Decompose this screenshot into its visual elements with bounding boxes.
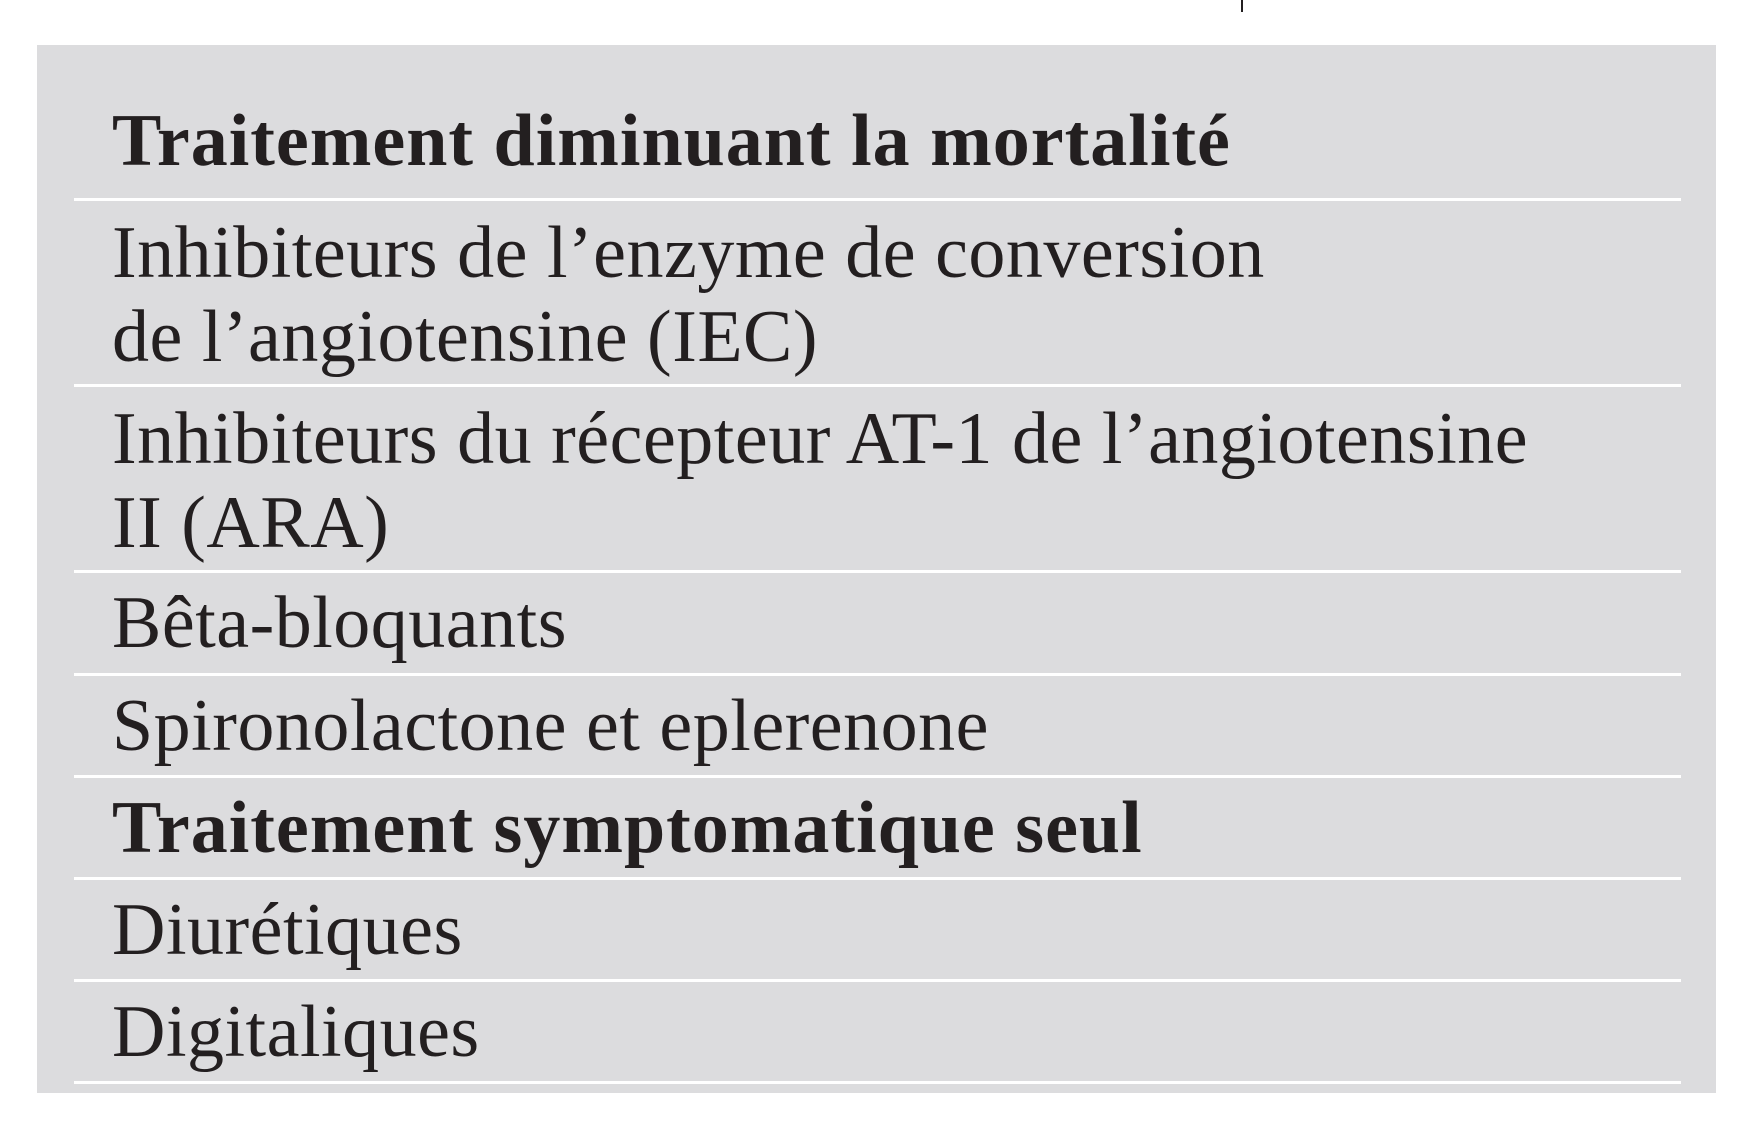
table-row-spironolactone <box>74 676 1681 778</box>
treatment-table <box>74 65 1681 1084</box>
section-heading-mortality-text: Traitement diminuant la mortalité <box>112 100 1231 182</box>
treatment-table-panel <box>37 45 1716 1093</box>
row-spironolactone-text: Spironolactone et eplerenone <box>112 685 989 767</box>
row-iec-line1: Inhibiteurs de l’enzyme de conversion <box>112 212 1265 294</box>
section-heading-symptomatic-text: Traitement symptomatique seul <box>112 787 1143 869</box>
row-diuretiques-text: Diurétiques <box>112 889 463 971</box>
row-digitaliques-text: Digitaliques <box>112 991 480 1073</box>
row-ara-line2: II (ARA) <box>112 482 390 564</box>
table-row-beta-bloquants <box>74 573 1681 676</box>
table-row-iec <box>74 201 1681 387</box>
row-ara-line1: Inhibiteurs du récepteur AT-1 de l’angiotensine <box>112 398 1529 480</box>
table-row-ara <box>74 387 1681 573</box>
row-iec-line2: de l’angiotensine (IEC) <box>112 296 819 378</box>
table-row-diuretiques <box>74 880 1681 982</box>
crop-mark <box>1241 0 1243 12</box>
section-heading-mortality <box>74 65 1681 201</box>
section-heading-symptomatic <box>74 778 1681 880</box>
row-beta-bloquants-text: Bêta-bloquants <box>112 582 568 664</box>
table-row-digitaliques <box>74 982 1681 1084</box>
